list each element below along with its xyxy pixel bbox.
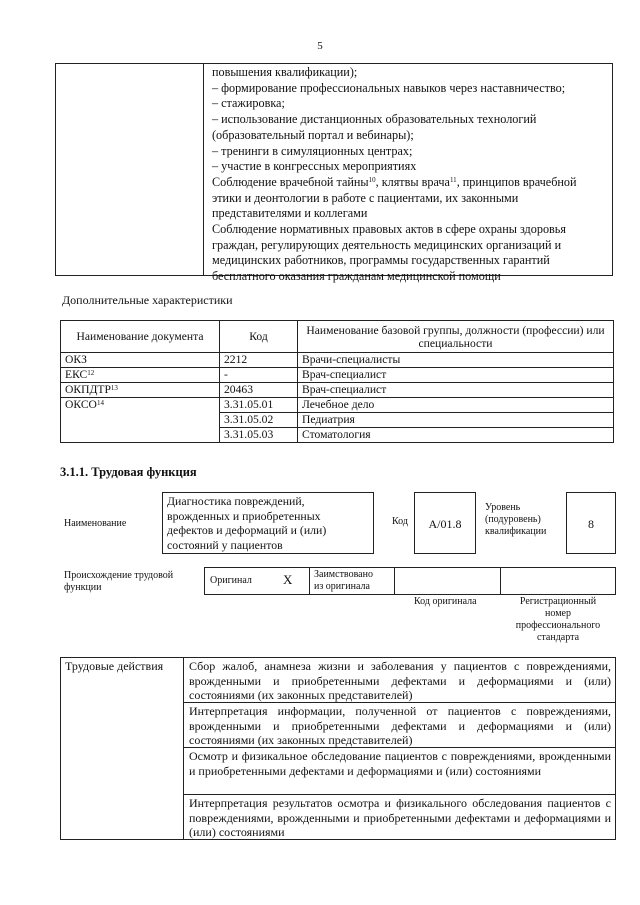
continuation-cell — [212, 65, 608, 285]
table-header-row — [61, 321, 614, 353]
table-row — [61, 353, 614, 368]
origin-label — [64, 570, 173, 594]
code-original-label: Код оригинала — [414, 596, 477, 607]
text-line: Заимствовано — [314, 569, 373, 580]
group-cell: Врач-специалист — [298, 383, 614, 398]
text-line: – участие в конгрессных мероприятиях — [212, 159, 417, 174]
text-line: Происхождение трудовой — [64, 570, 174, 581]
doc-name: ОКПДТР — [65, 383, 111, 396]
text-line: функции — [64, 582, 102, 593]
doc-name: ОКЗ — [65, 353, 87, 366]
labor-action-item: Интерпретация результатов осмотра и физикального обследования пациентов с повреждениями, врожденными и приобретенными дефектами и деформациями и (или) состояниями — [189, 796, 611, 839]
group-cell: Врачи-специалисты — [298, 353, 614, 368]
text-line: – тренинги в симуляционных центрах; — [212, 143, 413, 158]
text-line: состояний у пациентов — [167, 537, 283, 552]
code-cell: 20463 — [220, 383, 298, 398]
code-cell: 3.31.05.02 — [220, 413, 298, 428]
text-line: профессионального — [515, 620, 601, 631]
group-cell: Педиатрия — [298, 413, 614, 428]
group-cell: Стоматология — [298, 428, 614, 443]
footnote-ref: 13 — [110, 384, 118, 392]
text-line: (подуровень) — [485, 514, 541, 525]
text-line: этики и деонтологии в работе с пациентами, их законными — [212, 190, 519, 205]
doc-cell — [61, 353, 220, 368]
text-line: повышения квалификации); — [212, 65, 358, 79]
doc-cell — [61, 398, 220, 443]
codes-table — [60, 320, 614, 443]
section-title: 3.1.1. Трудовая функция — [60, 465, 197, 479]
group-cell: Врач-специалист — [298, 368, 614, 383]
column-header: Код — [220, 321, 298, 353]
function-code-value: A/01.8 — [428, 517, 462, 531]
origin-divider — [394, 568, 395, 594]
text-line: Регистрационный — [519, 596, 597, 607]
table-row — [61, 368, 614, 383]
column-header: Наименование базовой группы, должности (профессии) или специальности — [298, 321, 614, 353]
labor-action-item: Интерпретация информации, полученной от пациентов с повреждениями, врожденными и приобретенными дефектами и деформациями и (или) состояниями (их законных представителей) — [189, 704, 611, 747]
text-line: – стажировка; — [212, 96, 285, 111]
text-line: (образовательный портал и вебинары); — [212, 127, 414, 142]
level-label — [485, 502, 546, 538]
text-line: бесплатного оказания гражданам медицинской помощи — [212, 269, 501, 284]
text-line: стандарта — [536, 632, 580, 643]
continuation-table — [55, 63, 613, 284]
row-divider — [183, 702, 615, 703]
doc-cell — [61, 383, 220, 398]
original-label: Оригинал — [210, 575, 252, 586]
code-label: Код — [392, 516, 408, 527]
level-value: 8 — [588, 517, 594, 531]
footnote-ref: 12 — [87, 369, 95, 377]
text-line: квалификации — [485, 526, 547, 537]
footnote-ref: 10 — [368, 175, 376, 184]
doc-cell — [61, 368, 220, 383]
row-divider — [183, 747, 615, 748]
row-divider — [183, 794, 615, 795]
origin-divider — [309, 568, 310, 594]
function-code-box — [414, 492, 476, 554]
labor-action-item: Осмотр и физикальное обследование пациентов с повреждениями, врожденными и приобретенными дефектами и деформациями и (или) состояниями — [189, 749, 611, 778]
function-name-box — [162, 492, 374, 554]
text-span: , клятвы врача — [375, 174, 450, 189]
table-divider — [183, 658, 184, 839]
labor-action-item: Сбор жалоб, анамнеза жизни и заболевания у пациентов с повреждениями, врожденными и приобретенными дефектами и деформациями и (или) состояниями (их законных представителей) — [189, 659, 611, 702]
table-row — [61, 398, 614, 413]
text-line: Диагностика повреждений, — [167, 494, 305, 508]
text-line: дефектов и деформаций и (или) — [167, 523, 327, 537]
name-label: Наименование — [64, 518, 127, 529]
text-line: – формирование профессиональных навыков через наставничество; — [212, 80, 566, 95]
text-span: Соблюдение врачебной тайны — [212, 174, 369, 189]
group-cell: Лечебное дело — [298, 398, 614, 413]
doc-name: ОКСО — [65, 398, 97, 411]
additional-title: Дополнительные характеристики — [62, 293, 233, 307]
text-line: врожденных и приобретенных — [167, 508, 321, 523]
table-row — [61, 383, 614, 398]
level-value-box — [566, 492, 616, 554]
text-line: медицинских работников, программы государственных гарантий — [212, 253, 550, 268]
code-cell: 2212 — [220, 353, 298, 368]
code-cell: - — [220, 368, 298, 383]
column-header: Наименование документа — [61, 321, 220, 353]
page-number: 5 — [317, 40, 323, 52]
text-line: граждан, регулирующих деятельность медицинских организаций и — [212, 237, 562, 252]
text-span: , принципов врачебной — [456, 174, 577, 189]
table-divider — [203, 64, 204, 275]
labor-actions-header: Трудовые действия — [65, 659, 164, 673]
text-line: номер — [545, 608, 571, 619]
text-line: представителями и коллегами — [212, 206, 368, 221]
labor-actions-table — [60, 657, 616, 840]
reg-number-label — [500, 596, 616, 644]
borrowed-label — [314, 569, 373, 593]
text-line: – использование дистанционных образовательных технологий — [212, 112, 537, 127]
footnote-ref: 14 — [96, 399, 104, 407]
doc-name: ЕКС — [65, 368, 88, 381]
text-line: Соблюдение нормативных правовых актов в сфере охраны здоровья — [212, 222, 566, 237]
footnote-ref: 11 — [449, 175, 457, 184]
text-line: из оригинала — [314, 581, 370, 592]
code-cell: 3.31.05.01 — [220, 398, 298, 413]
secrecy-line — [212, 175, 608, 191]
text-line: Уровень — [485, 502, 521, 513]
origin-divider — [500, 568, 501, 594]
origin-box — [204, 567, 616, 595]
code-cell: 3.31.05.03 — [220, 428, 298, 443]
original-mark: X — [283, 572, 293, 587]
